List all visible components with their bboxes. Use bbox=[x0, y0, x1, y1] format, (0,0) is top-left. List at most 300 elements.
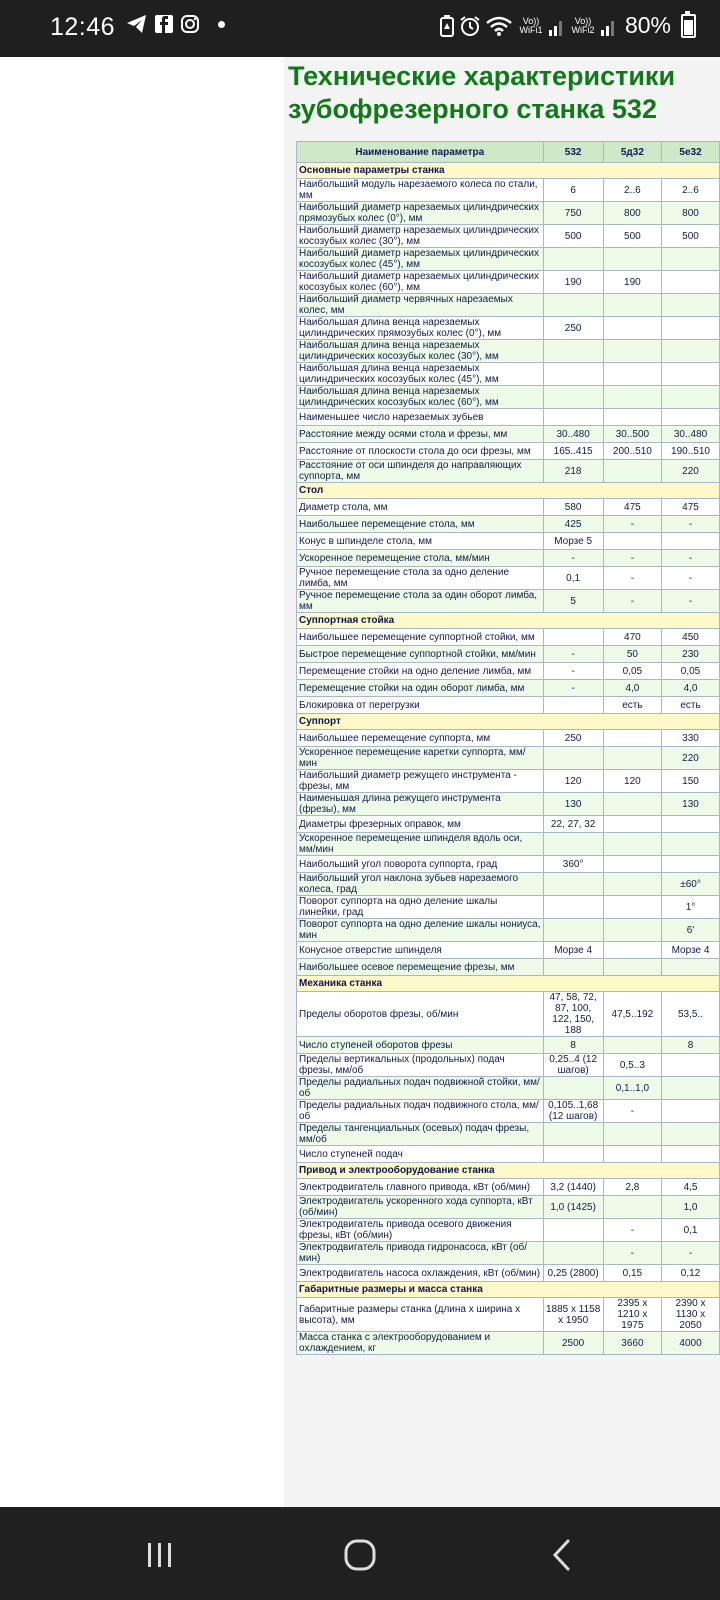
param-value bbox=[603, 919, 661, 942]
param-value bbox=[662, 294, 720, 317]
param-value: - bbox=[603, 516, 661, 533]
param-value: 130 bbox=[543, 793, 603, 816]
table-row bbox=[297, 409, 720, 426]
table-row bbox=[297, 873, 720, 896]
param-name: Наибольший угол наклона зубьев нарезаемого колеса, град bbox=[297, 873, 544, 896]
table-row bbox=[297, 1077, 720, 1100]
param-value: 190..510 bbox=[662, 443, 720, 460]
param-value: 47,5..192 bbox=[603, 992, 661, 1037]
param-value bbox=[543, 248, 603, 271]
param-value bbox=[543, 1123, 603, 1146]
param-value: - bbox=[603, 567, 661, 590]
param-value bbox=[603, 873, 661, 896]
param-value bbox=[543, 747, 603, 770]
param-value: ±60° bbox=[662, 873, 720, 896]
table-row bbox=[297, 533, 720, 550]
param-value: 220 bbox=[662, 747, 720, 770]
param-value: 0,25..4 (12 шагов) bbox=[543, 1054, 603, 1077]
table-row bbox=[297, 942, 720, 959]
param-value: 22, 27, 32 bbox=[543, 816, 603, 833]
param-value: есть bbox=[662, 697, 720, 714]
instagram-icon bbox=[180, 14, 200, 34]
param-value: 3660 bbox=[603, 1332, 661, 1355]
table-row bbox=[297, 663, 720, 680]
param-name: Наименьшая длина режущего инструмента (фрезы), мм bbox=[297, 793, 544, 816]
param-value: 0,5..3 bbox=[603, 1054, 661, 1077]
param-value: 150 bbox=[662, 770, 720, 793]
table-row bbox=[297, 1219, 720, 1242]
param-value bbox=[543, 833, 603, 856]
param-value: 250 bbox=[543, 730, 603, 747]
table-row bbox=[297, 959, 720, 976]
param-name: Наибольшее перемещение стола, мм bbox=[297, 516, 544, 533]
table-row bbox=[297, 202, 720, 225]
param-value: 0,05 bbox=[603, 663, 661, 680]
param-name: Электродвигатель главного привода, кВт (об/мин) bbox=[297, 1179, 544, 1196]
param-value: 218 bbox=[543, 460, 603, 483]
section-row bbox=[297, 976, 720, 992]
param-value bbox=[662, 1146, 720, 1163]
param-value: 0,25 (2800) bbox=[543, 1265, 603, 1282]
param-value bbox=[662, 271, 720, 294]
specs-table bbox=[296, 141, 720, 1355]
param-value bbox=[662, 340, 720, 363]
param-value: 2..6 bbox=[662, 179, 720, 202]
param-name: Число ступеней подач bbox=[297, 1146, 544, 1163]
param-value: 50 bbox=[603, 646, 661, 663]
param-value bbox=[543, 896, 603, 919]
param-name: Наибольший диаметр нарезаемых цилиндрических прямозубых колес (0°), мм bbox=[297, 202, 544, 225]
param-value: 6 bbox=[543, 179, 603, 202]
param-value: 8 bbox=[543, 1037, 603, 1054]
param-name: Наибольший угол поворота суппорта, град bbox=[297, 856, 544, 873]
table-row bbox=[297, 590, 720, 613]
param-value: 580 bbox=[543, 499, 603, 516]
param-value: 230 bbox=[662, 646, 720, 663]
param-value: 4000 bbox=[662, 1332, 720, 1355]
param-name: Ручное перемещение стола за одно деление лимба, мм bbox=[297, 567, 544, 590]
param-value: - bbox=[603, 590, 661, 613]
table-row bbox=[297, 680, 720, 697]
param-value bbox=[662, 1054, 720, 1077]
section-title: Стол bbox=[297, 483, 720, 499]
section-row bbox=[297, 714, 720, 730]
param-value: 190 bbox=[543, 271, 603, 294]
param-value bbox=[662, 1077, 720, 1100]
table-row bbox=[297, 363, 720, 386]
param-name: Диаметр стола, мм bbox=[297, 499, 544, 516]
param-name: Пределы оборотов фрезы, об/мин bbox=[297, 992, 544, 1037]
param-value: 500 bbox=[662, 225, 720, 248]
param-value: 2..6 bbox=[603, 179, 661, 202]
param-value bbox=[543, 386, 603, 409]
param-value bbox=[662, 959, 720, 976]
param-value: 200..510 bbox=[603, 443, 661, 460]
param-value bbox=[543, 1219, 603, 1242]
table-row bbox=[297, 770, 720, 793]
param-value: 130 bbox=[662, 793, 720, 816]
section-title: Основные параметры станка bbox=[297, 163, 720, 179]
param-value bbox=[603, 1123, 661, 1146]
param-value bbox=[543, 340, 603, 363]
section-row bbox=[297, 483, 720, 499]
param-value: 0,15 bbox=[603, 1265, 661, 1282]
param-value: 4,0 bbox=[603, 680, 661, 697]
param-name: Конус в шпинделе стола, мм bbox=[297, 533, 544, 550]
param-name: Наибольшее перемещение суппортной стойки, мм bbox=[297, 629, 544, 646]
table-row bbox=[297, 567, 720, 590]
param-name: Ускоренное перемещение стола, мм/мин bbox=[297, 550, 544, 567]
table-row bbox=[297, 1179, 720, 1196]
param-value: - bbox=[603, 1242, 661, 1265]
table-row bbox=[297, 1196, 720, 1219]
section-title: Габаритные размеры и масса станка bbox=[297, 1282, 720, 1298]
param-value: 500 bbox=[543, 225, 603, 248]
param-value: 330 bbox=[662, 730, 720, 747]
param-value: 250 bbox=[543, 317, 603, 340]
param-name: Наибольшая длина венца нарезаемых цилиндрических косозубых колес (30°), мм bbox=[297, 340, 544, 363]
param-value bbox=[603, 317, 661, 340]
param-value bbox=[543, 1146, 603, 1163]
param-name: Поворот суппорта на одно деление шкалы нониуса, мин bbox=[297, 919, 544, 942]
table-row bbox=[297, 248, 720, 271]
alarm-icon bbox=[459, 15, 481, 37]
param-name: Наибольший модуль нарезаемого колеса по стали, мм bbox=[297, 179, 544, 202]
param-name: Электродвигатель привода гидронасоса, кВт (об/мин) bbox=[297, 1242, 544, 1265]
table-row bbox=[297, 992, 720, 1037]
param-value bbox=[543, 294, 603, 317]
table-row bbox=[297, 747, 720, 770]
param-value bbox=[543, 959, 603, 976]
table-header-row bbox=[297, 142, 720, 163]
section-row bbox=[297, 1282, 720, 1298]
table-row bbox=[297, 793, 720, 816]
param-value bbox=[603, 340, 661, 363]
param-value bbox=[603, 294, 661, 317]
param-value: Морзе 4 bbox=[543, 942, 603, 959]
section-title: Привод и электрооборудование станка bbox=[297, 1163, 720, 1179]
param-value: - bbox=[543, 550, 603, 567]
recent-apps-button[interactable] bbox=[140, 1535, 180, 1575]
param-value: Морзе 4 bbox=[662, 942, 720, 959]
param-value: 800 bbox=[603, 202, 661, 225]
header-param: Наименование параметра bbox=[297, 142, 544, 163]
param-name: Быстрое перемещение суппортной стойки, мм/мин bbox=[297, 646, 544, 663]
table-row bbox=[297, 426, 720, 443]
table-body bbox=[297, 163, 720, 1355]
title-line-1: Технические характеристики bbox=[288, 61, 676, 91]
table-row bbox=[297, 697, 720, 714]
table-row bbox=[297, 816, 720, 833]
param-name: Перемещение стойки на один оборот лимба, мм bbox=[297, 680, 544, 697]
param-value: 0,12 bbox=[662, 1265, 720, 1282]
sim1-label: Vo)) WiFi1 bbox=[519, 15, 543, 35]
param-value bbox=[603, 942, 661, 959]
recent-apps-icon bbox=[144, 1540, 176, 1570]
table-row bbox=[297, 516, 720, 533]
table-row bbox=[297, 179, 720, 202]
table-row bbox=[297, 271, 720, 294]
param-value bbox=[543, 409, 603, 426]
param-name: Ускоренное перемещение каретки суппорта, мм/мин bbox=[297, 747, 544, 770]
param-value bbox=[662, 317, 720, 340]
param-value bbox=[662, 386, 720, 409]
param-value bbox=[603, 248, 661, 271]
param-value bbox=[662, 409, 720, 426]
param-value bbox=[603, 363, 661, 386]
table-row bbox=[297, 833, 720, 856]
table-row bbox=[297, 730, 720, 747]
param-value: - bbox=[543, 646, 603, 663]
param-value: 8 bbox=[662, 1037, 720, 1054]
param-value bbox=[603, 793, 661, 816]
param-value: 2500 bbox=[543, 1332, 603, 1355]
param-value: - bbox=[603, 550, 661, 567]
param-value: 4,0 bbox=[662, 680, 720, 697]
param-value: - bbox=[603, 1100, 661, 1123]
param-value bbox=[543, 919, 603, 942]
param-value: 30..500 bbox=[603, 426, 661, 443]
table-row bbox=[297, 499, 720, 516]
table-row bbox=[297, 443, 720, 460]
param-value: 1° bbox=[662, 896, 720, 919]
section-title: Механика станка bbox=[297, 976, 720, 992]
param-value: 6' bbox=[662, 919, 720, 942]
param-name: Ускоренное перемещение шпинделя вдоль оси, мм/мин bbox=[297, 833, 544, 856]
param-name: Блокировка от перегрузки bbox=[297, 697, 544, 714]
param-value bbox=[662, 363, 720, 386]
param-value bbox=[603, 959, 661, 976]
battery-level: 80% bbox=[624, 12, 671, 38]
table-row bbox=[297, 1298, 720, 1332]
navigation-bar bbox=[0, 1507, 720, 1600]
table-row bbox=[297, 1123, 720, 1146]
table-row bbox=[297, 896, 720, 919]
header-5d32: 5д32 bbox=[603, 142, 661, 163]
facebook-icon bbox=[154, 14, 174, 34]
param-name: Габаритные размеры станка (длина х ширина х высота), мм bbox=[297, 1298, 544, 1332]
table-row bbox=[297, 294, 720, 317]
param-name: Электродвигатель ускоренного хода суппорта, кВт (об/мин) bbox=[297, 1196, 544, 1219]
section-title: Суппорт bbox=[297, 714, 720, 730]
section-row bbox=[297, 613, 720, 629]
param-value: - bbox=[662, 550, 720, 567]
param-value bbox=[603, 1196, 661, 1219]
section-row bbox=[297, 163, 720, 179]
table-row bbox=[297, 386, 720, 409]
param-value: Морзе 5 bbox=[543, 533, 603, 550]
param-value bbox=[603, 533, 661, 550]
param-name: Наибольшее перемещение суппорта, мм bbox=[297, 730, 544, 747]
param-value bbox=[603, 896, 661, 919]
param-value: - bbox=[603, 1219, 661, 1242]
page-title bbox=[288, 60, 720, 126]
param-value: 53,5.. bbox=[662, 992, 720, 1037]
param-name: Наибольшая длина венца нарезаемых цилиндрических косозубых колес (60°), мм bbox=[297, 386, 544, 409]
param-value: 120 bbox=[543, 770, 603, 793]
param-name: Наибольшая длина венца нарезаемых цилиндрических прямозубых колес (0°), мм bbox=[297, 317, 544, 340]
param-value bbox=[543, 873, 603, 896]
param-name: Пределы радиальных подач подвижного стола, мм/об bbox=[297, 1100, 544, 1123]
table-row bbox=[297, 1265, 720, 1282]
param-value: - bbox=[662, 590, 720, 613]
param-value: - bbox=[543, 663, 603, 680]
param-value: 475 bbox=[662, 499, 720, 516]
param-value bbox=[543, 697, 603, 714]
param-name: Расстояние между осями стола и фрезы, мм bbox=[297, 426, 544, 443]
wifi-icon bbox=[485, 15, 513, 37]
signal-2-icon bbox=[601, 16, 617, 36]
param-value: 30..480 bbox=[543, 426, 603, 443]
param-value: 165..415 bbox=[543, 443, 603, 460]
param-value: 800 bbox=[662, 202, 720, 225]
param-value bbox=[603, 816, 661, 833]
param-name: Диаметры фрезерных оправок, мм bbox=[297, 816, 544, 833]
table-row bbox=[297, 629, 720, 646]
param-value: 4,5 bbox=[662, 1179, 720, 1196]
header-532: 532 bbox=[543, 142, 603, 163]
header-5e32: 5е32 bbox=[662, 142, 720, 163]
param-value: 1,0 (1425) bbox=[543, 1196, 603, 1219]
home-icon bbox=[343, 1538, 377, 1572]
table-row bbox=[297, 340, 720, 363]
param-name: Пределы радиальных подач подвижной стойки, мм/об bbox=[297, 1077, 544, 1100]
param-name: Наименьшее число нарезаемых зубьев bbox=[297, 409, 544, 426]
param-name: Перемещение стойки на одно деление лимба, мм bbox=[297, 663, 544, 680]
param-value: 0,105..1,68 (12 шагов) bbox=[543, 1100, 603, 1123]
param-name: Число ступеней оборотов фрезы bbox=[297, 1037, 544, 1054]
param-value bbox=[662, 248, 720, 271]
param-value bbox=[603, 386, 661, 409]
param-value bbox=[603, 460, 661, 483]
back-button[interactable] bbox=[542, 1535, 582, 1575]
table-row bbox=[297, 1054, 720, 1077]
param-value: 360° bbox=[543, 856, 603, 873]
notification-dot-icon bbox=[218, 21, 225, 28]
param-value: - bbox=[662, 567, 720, 590]
table-row bbox=[297, 1037, 720, 1054]
param-value: 30..480 bbox=[662, 426, 720, 443]
param-value: 0,1 bbox=[662, 1219, 720, 1242]
param-value bbox=[603, 833, 661, 856]
param-value: 0,1..1,0 bbox=[603, 1077, 661, 1100]
param-name: Масса станка с электрооборудованием и охлаждением, кг bbox=[297, 1332, 544, 1355]
param-value bbox=[603, 730, 661, 747]
home-button[interactable] bbox=[340, 1535, 380, 1575]
title-line-2: зубофрезерного станка 532 bbox=[288, 94, 657, 124]
table-row bbox=[297, 1242, 720, 1265]
param-name: Наибольший диаметр червячных нарезаемых колес, мм bbox=[297, 294, 544, 317]
param-value: 120 bbox=[603, 770, 661, 793]
web-page[interactable] bbox=[0, 57, 720, 1507]
table-row bbox=[297, 1146, 720, 1163]
table-row bbox=[297, 919, 720, 942]
param-value: 2,8 bbox=[603, 1179, 661, 1196]
param-name: Наибольший диаметр нарезаемых цилиндрических косозубых колес (45°), мм bbox=[297, 248, 544, 271]
param-name: Наибольшее осевое перемещение фрезы, мм bbox=[297, 959, 544, 976]
param-value: 1885 х 1158 х 1950 bbox=[543, 1298, 603, 1332]
param-value: 750 bbox=[543, 202, 603, 225]
param-value: 425 bbox=[543, 516, 603, 533]
status-bar bbox=[0, 0, 720, 57]
param-value: 475 bbox=[603, 499, 661, 516]
param-name: Наибольший диаметр режущего инструмента - фрезы, мм bbox=[297, 770, 544, 793]
table-row bbox=[297, 460, 720, 483]
param-name: Ручное перемещение стола за один оборот лимба, мм bbox=[297, 590, 544, 613]
param-value bbox=[603, 409, 661, 426]
param-value bbox=[543, 363, 603, 386]
table-row bbox=[297, 856, 720, 873]
section-title: Суппортная стойка bbox=[297, 613, 720, 629]
param-name: Электродвигатель привода осевого движения фрезы, кВт (об/мин) bbox=[297, 1219, 544, 1242]
param-name: Наибольший диаметр нарезаемых цилиндрических косозубых колес (60°), мм bbox=[297, 271, 544, 294]
param-name: Конусное отверстие шпинделя bbox=[297, 942, 544, 959]
back-icon bbox=[550, 1538, 574, 1572]
param-value: 0,05 bbox=[662, 663, 720, 680]
param-value bbox=[603, 856, 661, 873]
param-name: Наибольший диаметр нарезаемых цилиндрических косозубых колес (30°), мм bbox=[297, 225, 544, 248]
param-value: 1,0 bbox=[662, 1196, 720, 1219]
param-name: Пределы тангенциальных (осевых) подач фрезы, мм/об bbox=[297, 1123, 544, 1146]
battery-saver-icon bbox=[439, 15, 455, 37]
param-value bbox=[662, 1100, 720, 1123]
param-value: 2390 х 1130 х 2050 bbox=[662, 1298, 720, 1332]
param-value bbox=[662, 533, 720, 550]
param-value: 500 bbox=[603, 225, 661, 248]
param-value bbox=[603, 1146, 661, 1163]
param-name: Поворот суппорта на одно деление шкалы линейки, град bbox=[297, 896, 544, 919]
param-value: - bbox=[662, 1242, 720, 1265]
table-row bbox=[297, 1332, 720, 1355]
param-value: 220 bbox=[662, 460, 720, 483]
param-name: Пределы вертикальных (продольных) подач фрезы, мм/об bbox=[297, 1054, 544, 1077]
param-value bbox=[543, 629, 603, 646]
telegram-icon bbox=[126, 14, 148, 34]
param-value: 2395 х 1210 х 1975 bbox=[603, 1298, 661, 1332]
param-value bbox=[543, 1077, 603, 1100]
param-value: 470 bbox=[603, 629, 661, 646]
param-name: Расстояние от оси шпинделя до направляющих суппорта, мм bbox=[297, 460, 544, 483]
param-value bbox=[662, 833, 720, 856]
param-value bbox=[662, 816, 720, 833]
table-row bbox=[297, 646, 720, 663]
table-row bbox=[297, 225, 720, 248]
param-value: 450 bbox=[662, 629, 720, 646]
param-value: есть bbox=[603, 697, 661, 714]
sim2-label: Vo)) WiFi2 bbox=[571, 15, 595, 35]
param-value: 3,2 (1440) bbox=[543, 1179, 603, 1196]
table-row bbox=[297, 1100, 720, 1123]
param-value: 190 bbox=[603, 271, 661, 294]
param-name: Расстояние от плоскости стола до оси фрезы, мм bbox=[297, 443, 544, 460]
param-value bbox=[662, 856, 720, 873]
table-row bbox=[297, 550, 720, 567]
param-value: 0,1 bbox=[543, 567, 603, 590]
param-value bbox=[662, 1123, 720, 1146]
battery-icon bbox=[681, 14, 696, 38]
signal-1-icon bbox=[549, 16, 565, 36]
section-row bbox=[297, 1163, 720, 1179]
param-value: 5 bbox=[543, 590, 603, 613]
param-value: - bbox=[662, 516, 720, 533]
table-row bbox=[297, 317, 720, 340]
clock: 12:46 bbox=[50, 13, 116, 41]
param-value bbox=[603, 747, 661, 770]
param-name: Электродвигатель насоса охлаждения, кВт (об/мин) bbox=[297, 1265, 544, 1282]
param-value: 47, 58, 72, 87, 100, 122, 150, 188 bbox=[543, 992, 603, 1037]
param-value bbox=[543, 1242, 603, 1265]
param-value bbox=[603, 1037, 661, 1054]
